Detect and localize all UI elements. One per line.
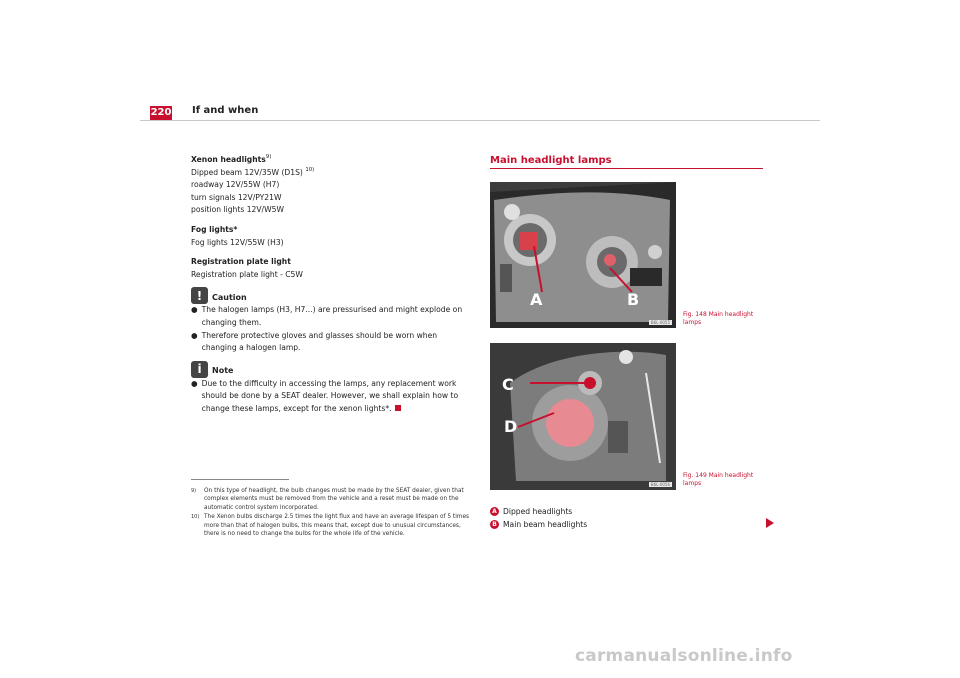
chapter-title: If and when: [192, 105, 259, 116]
header-rule: [140, 120, 820, 121]
figure-code: B6L-0055: [650, 320, 670, 325]
section-rule: [490, 168, 763, 169]
figure-149-image: [490, 343, 676, 490]
left-column: [191, 154, 471, 416]
footnote-9: 9) On this type of headlight, the bulb changes must be made by the SEAT dealer, given that complex elements must be removed from the vehicle and a reset must be made on the automatic control system incorporated.: [191, 488, 464, 511]
figure-code: B6L-0056: [650, 482, 670, 487]
reg-spec: Registration plate light - C5W: [191, 269, 303, 279]
headlight-rear-illustration-1: [490, 182, 676, 328]
caution-item: ● Therefore protective gloves and glasses should be worn when changing a halogen lamp.: [191, 330, 438, 353]
note-title: Note: [212, 366, 234, 376]
figure-148-caption: Fig. 148 Main headlight lamps: [683, 311, 754, 326]
headlight-rear-illustration-2: [490, 343, 676, 490]
fog-heading: Fog lights*: [191, 224, 238, 234]
footnote-rule: [191, 479, 289, 480]
turn-signals-spec: turn signals 12V/PY21W: [191, 192, 282, 202]
caution-icon: !: [191, 287, 208, 304]
callout-d: D: [504, 417, 518, 436]
legend-key-b: B: [490, 520, 499, 529]
caution-header: [191, 287, 471, 304]
roadway-spec: roadway 12V/55W (H7): [191, 180, 280, 190]
callout-b: B: [627, 290, 640, 309]
fog-spec: Fog lights 12V/55W (H3): [191, 237, 284, 247]
legend-key-a: A: [490, 507, 499, 516]
callout-a: A: [530, 290, 543, 309]
dipped-beam-spec: Dipped beam 12V/35W (D1S): [191, 167, 303, 177]
position-lights-spec: position lights 12V/W5W: [191, 205, 284, 215]
legend-item: A Dipped headlights: [490, 505, 587, 518]
footnotes: [191, 487, 471, 539]
legend-item: B Main beam headlights: [490, 518, 587, 531]
xenon-heading: Xenon headlights: [191, 155, 266, 164]
footnote-10: 10) The Xenon bulbs discharge 2.5 times the light flux and have an average lifespan of 5 times more than that of halogen bulbs, this means that, except due to unusual circumstances, there is no need to change the bulbs for the whole life of the vehicle.: [191, 514, 470, 538]
footnote-ref-10[interactable]: 10): [305, 166, 315, 173]
footnote-ref-9[interactable]: 9): [265, 154, 272, 160]
page-number: 220: [150, 107, 172, 118]
callout-c: C: [502, 375, 514, 394]
figure-148-image: [490, 182, 676, 328]
legend: [490, 505, 587, 531]
end-of-section-marker: [395, 405, 401, 411]
reg-heading: Registration plate light: [191, 257, 291, 267]
note-item: ● Due to the difficulty in accessing the lamps, any replacement work should be done by a SEAT dealer. However, we shall explain how to change these lamps, except for the xenon lights*.: [191, 378, 459, 413]
next-page-arrow-icon[interactable]: [766, 518, 774, 528]
watermark: carmanualsonline.info: [575, 646, 793, 666]
note-icon: i: [191, 361, 208, 378]
caution-title: Caution: [212, 292, 247, 302]
caution-item: ● The halogen lamps (H3, H7...) are pressurised and might explode on changing them.: [191, 305, 463, 327]
section-title: Main headlight lamps: [490, 155, 612, 166]
figure-149-caption: Fig. 149 Main headlight lamps: [683, 472, 754, 487]
note-header: [191, 361, 471, 378]
